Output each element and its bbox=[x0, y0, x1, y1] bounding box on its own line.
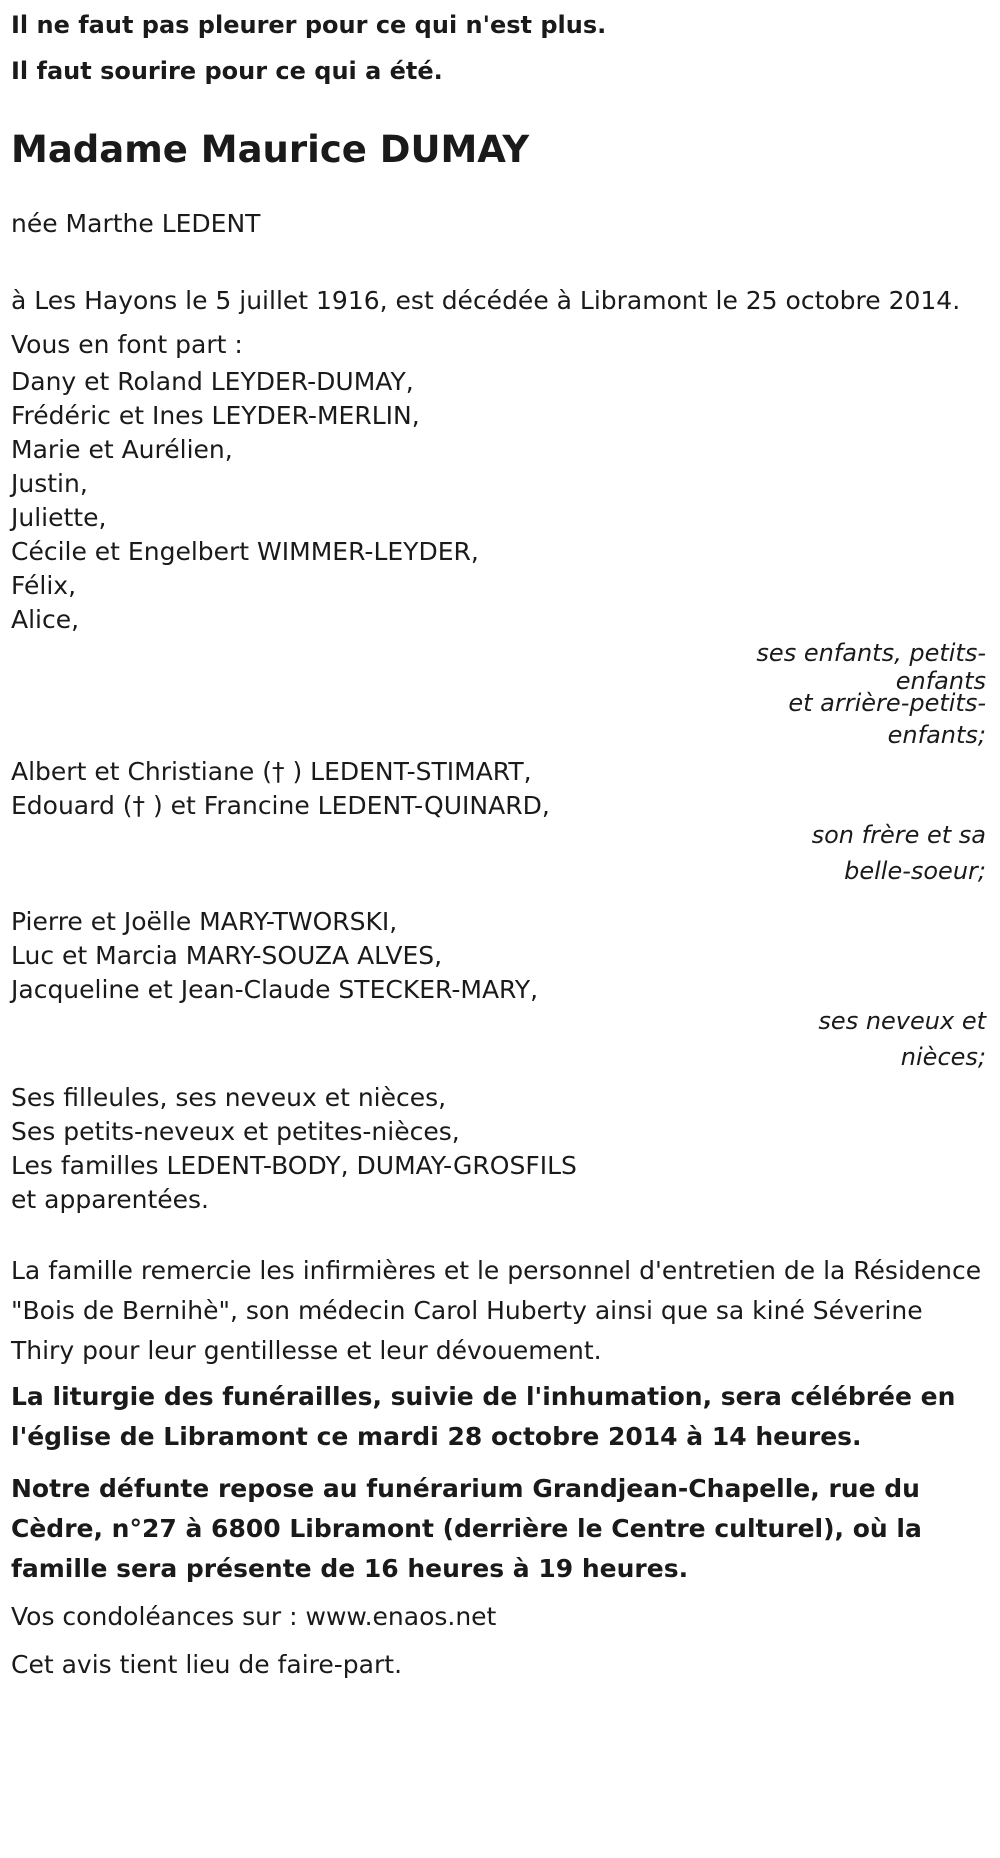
list-item: Jacqueline et Jean-Claude STECKER-MARY, bbox=[11, 975, 539, 1004]
role-line: son frère et sa bbox=[811, 821, 986, 849]
list-item: Ses petits-neveux et petites-nièces, bbox=[11, 1117, 460, 1146]
quote-line-1: Il ne faut pas pleurer pour ce qui n'est plus. bbox=[11, 11, 607, 39]
role-line: ses neveux et bbox=[818, 1007, 986, 1035]
obituary-notice bbox=[11, 0, 986, 1685]
family-group-siblings bbox=[11, 755, 986, 905]
role-line: belle-soeur; bbox=[844, 857, 986, 885]
list-item: Albert et Christiane († ) LEDENT-STIMART, bbox=[11, 757, 532, 786]
other-relatives bbox=[11, 1081, 986, 1217]
deceased-name: Madame Maurice DUMAY bbox=[11, 128, 530, 171]
birth-death-text: à Les Hayons le 5 juillet 1916, est décédée à Libramont le 25 octobre 2014. bbox=[11, 286, 961, 315]
family-group-nephews bbox=[11, 905, 986, 1073]
quote-line-2: Il faut sourire pour ce qui a été. bbox=[11, 57, 443, 85]
role-block-children bbox=[11, 637, 986, 755]
list-item: Ses filleules, ses neveux et nièces, bbox=[11, 1083, 447, 1112]
list-item: Justin, bbox=[11, 469, 88, 498]
list-item: Félix, bbox=[11, 571, 77, 600]
role-line: et arrière-petits- bbox=[788, 689, 986, 717]
role-line: ses enfants, petits- bbox=[756, 639, 986, 667]
family-group-children bbox=[11, 365, 986, 637]
list-item: Alice, bbox=[11, 605, 80, 634]
list-item: Marie et Aurélien, bbox=[11, 435, 233, 464]
list-item: Cécile et Engelbert WIMMER-LEYDER, bbox=[11, 537, 479, 566]
role-line: nièces; bbox=[900, 1043, 986, 1071]
list-item: Frédéric et Ines LEYDER-MERLIN, bbox=[11, 401, 420, 430]
list-item: Edouard († ) et Francine LEDENT-QUINARD, bbox=[11, 791, 550, 820]
list-item: Dany et Roland LEYDER-DUMAY, bbox=[11, 367, 414, 396]
list-item: et apparentées. bbox=[11, 1185, 209, 1214]
maiden-name: née Marthe LEDENT bbox=[11, 209, 261, 238]
condolences-text: Vos condoléances sur : www.enaos.net bbox=[11, 1602, 497, 1631]
repose-text: Notre défunte repose au funérarium Grandjean-Chapelle, rue du Cèdre, n°27 à 6800 Libramont (derrière le Centre culturel), où la famille sera présente de 16 heures à 19 heures. bbox=[11, 1474, 922, 1583]
liturgy-text: La liturgie des funérailles, suivie de l'inhumation, sera célébrée en l'église de Libramont ce mardi 28 octobre 2014 à 14 heures. bbox=[11, 1382, 956, 1451]
role-line: enfants bbox=[895, 667, 986, 695]
list-item: Les familles LEDENT-BODY, DUMAY-GROSFILS bbox=[11, 1151, 577, 1180]
thanks-text: La famille remercie les infirmières et le personnel d'entretien de la Résidence "Bois de Bernihè", son médecin Carol Huberty ainsi que sa kiné Séverine Thiry pour leur gentillesse et leur dévouement. bbox=[11, 1256, 982, 1365]
notice-text: Cet avis tient lieu de faire-part. bbox=[11, 1650, 403, 1679]
list-item: Pierre et Joëlle MARY-TWORSKI, bbox=[11, 907, 398, 936]
list-item: Luc et Marcia MARY-SOUZA ALVES, bbox=[11, 941, 443, 970]
role-line: enfants; bbox=[887, 721, 986, 749]
list-item: Juliette, bbox=[11, 503, 107, 532]
intro-text: Vous en font part : bbox=[11, 330, 243, 359]
